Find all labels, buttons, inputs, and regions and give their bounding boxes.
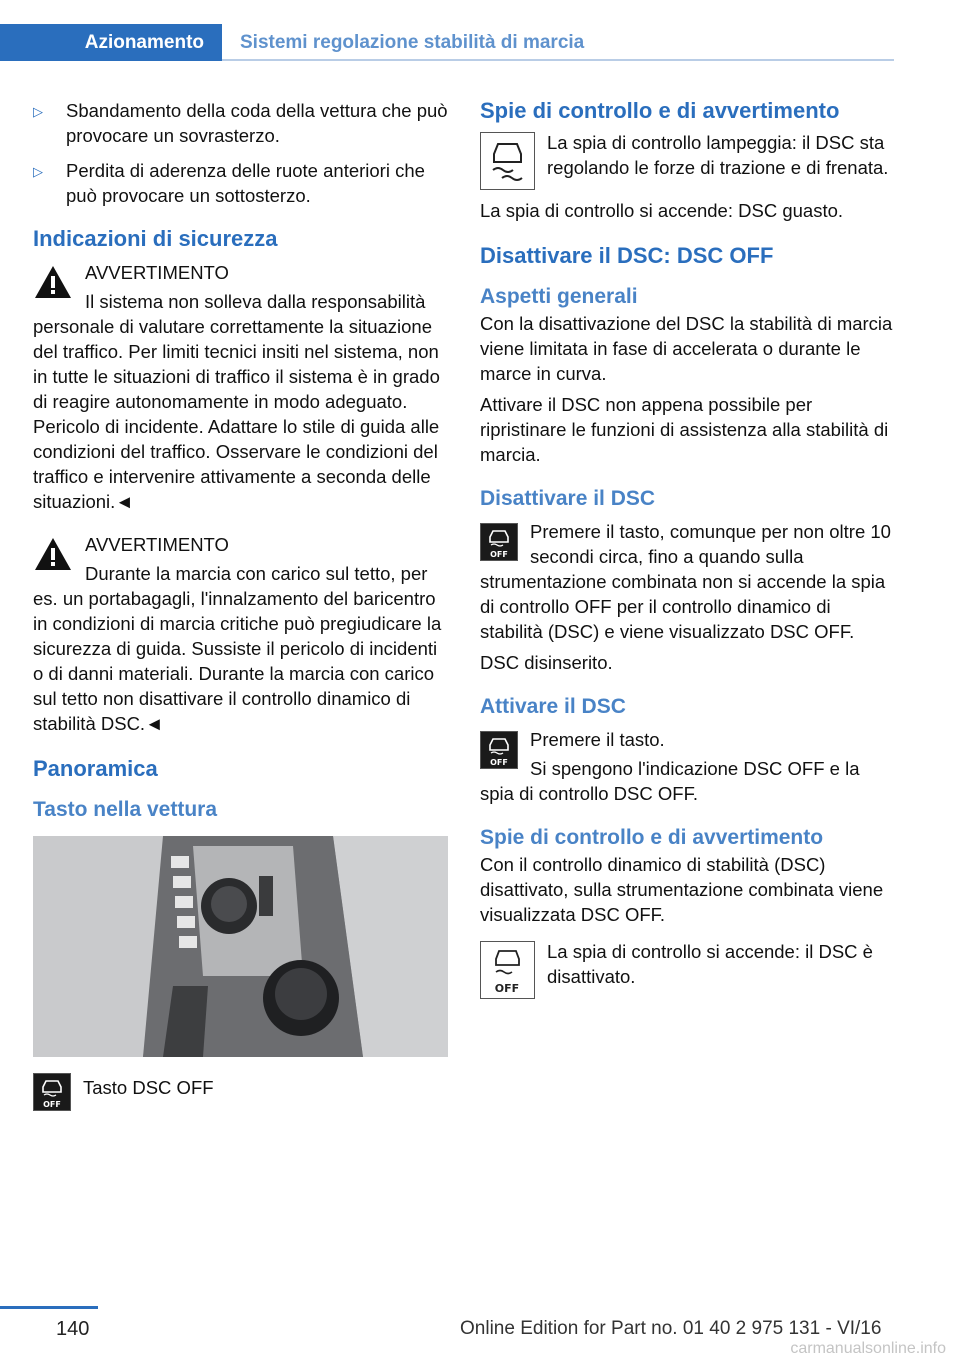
breadcrumb[interactable]: Sistemi regolazione stabilità di marcia	[240, 32, 585, 53]
button-heading: Tasto nella vettura	[33, 798, 217, 821]
deactivate-heading: Disattivare il DSC: DSC OFF	[480, 243, 774, 268]
warning-text: Durante la marcia con carico sul tetto, per es. un portabagagli, l'innalzamento del baricentro in condizioni di marcia critiche può pregiudicare la sicurezza di guida. Sussiste il pericolo di incidenti o di danni materiali. Durante la marcia con carico sul tetto non disattivare il controllo dinamico di stabilità DSC.◄	[33, 563, 442, 734]
button-caption: Tasto DSC OFF	[83, 1077, 214, 1098]
deact-text2: DSC disinserito.	[480, 652, 613, 673]
footer-rule	[0, 1306, 98, 1309]
overview-heading: Panoramica	[33, 756, 158, 781]
svg-text:OFF: OFF	[494, 982, 520, 995]
dsc-light-icon	[480, 132, 535, 190]
warning-block	[33, 260, 448, 514]
lights2-text: Con il controllo dinamico di stabilità (DSC) disattivato, sulla strumentazione combinata viene visualizzata DSC OFF.	[480, 854, 884, 925]
section-tab[interactable]: Azionamento	[0, 24, 222, 61]
act-text1: Premere il tasto.	[530, 729, 665, 750]
console-photo	[33, 836, 448, 1057]
left-column	[33, 98, 448, 1115]
bullet-triangle-icon: ▷	[33, 104, 43, 119]
header-divider	[222, 59, 894, 61]
lights-text: La spia di controllo lampeggia: il DSC sta regolando le forze di trazione e di frenata.	[547, 132, 889, 178]
edition-text: Online Edition for Part no. 01 40 2 975 131 - VI/16	[460, 1318, 882, 1339]
dsc-off-icon	[33, 1073, 71, 1111]
center-console-image	[33, 836, 448, 1057]
general-heading: Aspetti generali	[480, 285, 638, 308]
list-item: ▷ Sbandamento della coda della vettura che può provocare un sovrasterzo.	[33, 100, 448, 146]
deact-text: Premere il tasto, comunque per non oltre 10 secondi circa, fino a quando sulla strumentazione combinata non si accende la spia di controllo OFF per il controllo dinamico di stabilità (DSC) e viene visualizzato DSC OFF.	[480, 521, 891, 642]
general-p2: Attivare il DSC non appena possibile per ripristinare le funzioni di assistenza alla stabilità di marcia.	[480, 394, 889, 465]
bullet-triangle-icon: ▷	[33, 164, 43, 179]
warning-title: AVVERTIMENTO	[85, 534, 229, 555]
lights-heading: Spie di controllo e di avvertimento	[480, 98, 840, 123]
watermark: carmanualsonline.info	[790, 1340, 946, 1357]
general-p1: Con la disattivazione del DSC la stabilità di marcia viene limitata in fase di accelerata o durante le marce in curva.	[480, 313, 893, 384]
dsc-off-light-icon	[480, 941, 535, 999]
warning-text: Il sistema non solleva dalla responsabilità personale di valutare correttamente la situazione del traffico. Per limiti tecnici insiti nel sistema, non in tutte le situazioni di traffico il sistema è in grado di reagire autonomamente in modo adeguato. Pericolo di incidente. Adattare lo stile di guida alle condizioni del traffico. Osservare le condizioni del traffico e intervenire attivamente a seconda delle situazioni.◄	[33, 291, 440, 512]
warning-triangle-icon	[33, 535, 73, 573]
act-text2: Si spengono l'indicazione DSC OFF e la spia di controllo DSC OFF.	[480, 758, 860, 804]
warning-triangle-icon	[33, 263, 73, 301]
lights2-text2: La spia di controllo si accende: il DSC è disattivato.	[547, 941, 873, 987]
svg-text:OFF: OFF	[490, 550, 508, 559]
warning-title: AVVERTIMENTO	[85, 262, 229, 283]
svg-text:OFF: OFF	[43, 1100, 61, 1109]
svg-text:OFF: OFF	[490, 758, 508, 767]
lights2-heading: Spie di controllo e di avvertimento	[480, 826, 824, 849]
warning-block	[33, 532, 448, 736]
act-heading: Attivare il DSC	[480, 695, 626, 718]
safety-heading: Indicazioni di sicurezza	[33, 226, 278, 251]
dsc-off-button-icon	[480, 523, 518, 561]
page-number: 140	[56, 1318, 90, 1340]
right-column	[480, 98, 895, 1003]
list-item: ▷ Perdita di aderenza delle ruote anteriori che può provocare un sottosterzo.	[33, 160, 425, 206]
dsc-off-button-icon	[480, 731, 518, 769]
lights-text2: La spia di controllo si accende: DSC guasto.	[480, 200, 844, 221]
page-header	[0, 24, 894, 62]
deact-heading: Disattivare il DSC	[480, 487, 656, 510]
